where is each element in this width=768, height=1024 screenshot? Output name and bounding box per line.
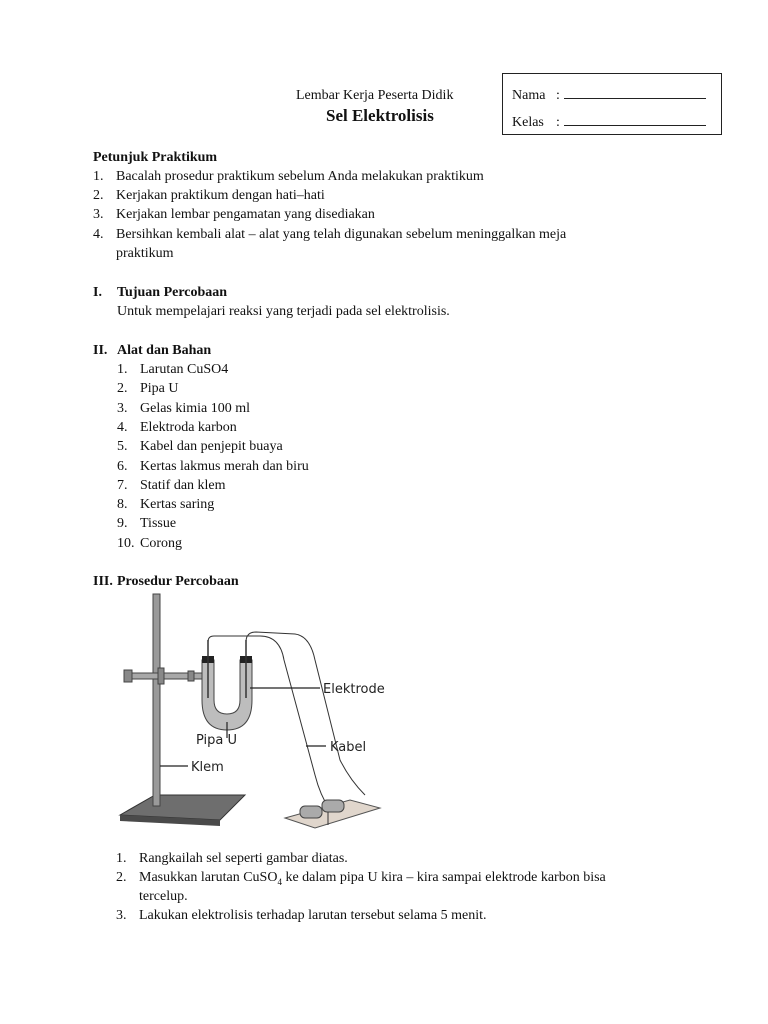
- procedure-step-continuation: tercelup.: [139, 889, 188, 904]
- nama-separator: :: [556, 88, 560, 103]
- alat-item: 1. Larutan CuSO4: [117, 362, 229, 377]
- label-kabel: Kabel: [330, 740, 367, 755]
- alat-item: 2. Pipa U: [117, 381, 179, 397]
- label-klem: Klem: [191, 760, 224, 775]
- section-3-heading: III. Prosedur Percobaan: [93, 574, 239, 589]
- section-1-heading: I. Tujuan Percobaan: [93, 285, 228, 300]
- procedure-step: 3. Lakukan elektrolisis terhadap larutan tersebut selama 5 menit.: [116, 908, 487, 923]
- procedure-step: 1. Rangkailah sel seperti gambar diatas.: [116, 851, 348, 866]
- section-2-heading: II. Alat dan Bahan: [93, 343, 212, 358]
- alat-item: 8. Kertas saring: [117, 497, 215, 513]
- procedure-step: 2. Masukkan larutan CuSO$_4$ ke dalam pipa U kira – kira sampai elektrode karbon bisa: [116, 870, 606, 887]
- kelas-field[interactable]: [564, 113, 706, 126]
- alat-item: 10. Corong: [117, 535, 182, 551]
- petunjuk-item: 3. Kerjakan lembar pengamatan yang disediakan: [93, 207, 375, 222]
- document-title: Sel Elektrolisis: [326, 106, 434, 125]
- petunjuk-item: 4. Bersihkan kembali alat – alat yang telah digunakan sebelum meninggalkan meja: [93, 227, 567, 242]
- petunjuk-item: 1. Bacalah prosedur praktikum sebelum Anda melakukan praktikum: [93, 169, 484, 184]
- electrolysis-apparatus-diagram: [110, 590, 400, 845]
- alat-item: 9. Tissue: [117, 516, 177, 532]
- section-1-body: Untuk mempelajari reaksi yang terjadi pada sel elektrolisis.: [117, 304, 450, 319]
- alat-item: 7. Statif dan klem: [117, 477, 226, 493]
- alat-item: 4. Elektroda karbon: [117, 419, 237, 435]
- document-subtitle: Lembar Kerja Peserta Didik: [296, 88, 454, 103]
- alat-item: 5. Kabel dan penjepit buaya: [117, 439, 283, 455]
- kelas-row: [512, 113, 706, 131]
- petunjuk-item: 2. Kerjakan praktikum dengan hati–hati: [93, 188, 325, 203]
- alat-item: 3. Gelas kimia 100 ml: [117, 400, 251, 416]
- petunjuk-heading: Petunjuk Praktikum: [93, 150, 218, 165]
- petunjuk-item-continuation: praktikum: [116, 246, 174, 261]
- kelas-separator: :: [556, 115, 560, 130]
- alat-item: 6. Kertas lakmus merah dan biru: [117, 458, 309, 474]
- nama-field[interactable]: [564, 86, 706, 99]
- kelas-label: Kelas: [512, 115, 544, 130]
- nama-row: [512, 86, 706, 104]
- student-id-box: [502, 73, 722, 135]
- nama-label: Nama: [512, 88, 546, 103]
- label-elektrode: Elektrode: [323, 682, 385, 697]
- label-pipa-u: Pipa U: [196, 733, 238, 748]
